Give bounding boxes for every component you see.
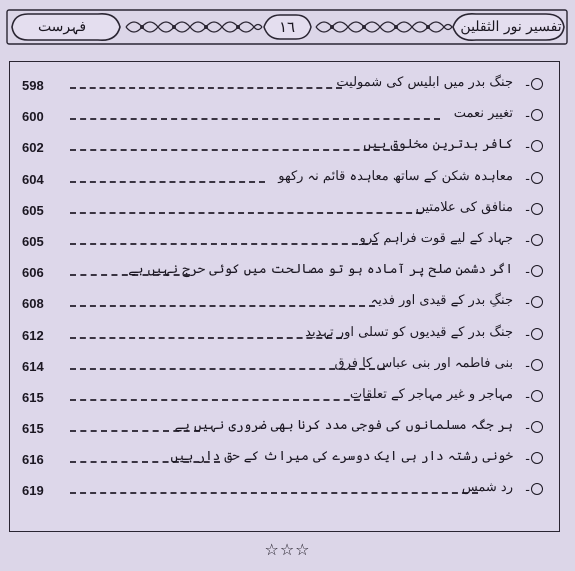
- toc-page-number: 616: [22, 452, 44, 468]
- bullet-circle-icon: -: [525, 172, 543, 187]
- toc-row: [10, 353, 559, 384]
- toc-entry-title: خونی رشتہ دار ہی ایک دوسرے کی میراث کے حق دار ہیں: [170, 449, 513, 465]
- toc-entry-title: تغییر نعمت: [453, 106, 513, 122]
- toc-page-number: 606: [22, 265, 44, 281]
- toc-page-number: 602: [22, 140, 44, 156]
- bullet-circle-icon: -: [525, 296, 543, 311]
- book-title: تفسیر نور الثقلین: [460, 19, 562, 35]
- toc-entry-title: جنگ بدر میں ابلیس کی شمولیت: [336, 75, 513, 90]
- bullet-circle-icon: -: [525, 140, 543, 155]
- dotted-leader: [70, 87, 342, 89]
- dotted-leader: [70, 243, 378, 245]
- bullet-circle-icon: -: [525, 390, 543, 405]
- toc-row: [10, 134, 559, 165]
- toc-row: [10, 228, 559, 259]
- toc-frame: [9, 61, 560, 532]
- toc-row: [10, 259, 559, 290]
- toc-page-number: 604: [22, 171, 44, 187]
- toc-page-number: 598: [22, 78, 44, 93]
- toc-row: [10, 415, 559, 446]
- page-number: ١٦: [278, 18, 296, 36]
- toc-page-number: 605: [22, 233, 44, 249]
- toc-row: [10, 477, 559, 508]
- toc-row: [10, 103, 559, 134]
- bullet-circle-icon: -: [525, 203, 543, 218]
- toc-page-number: 600: [22, 109, 44, 125]
- dotted-leader: [70, 305, 375, 307]
- toc-row: [10, 72, 559, 103]
- dotted-leader: [70, 149, 400, 151]
- page-header: [6, 6, 568, 48]
- toc-row: [10, 166, 559, 197]
- toc-page-number: 619: [22, 483, 44, 499]
- toc-page-number: 615: [22, 389, 44, 405]
- bullet-circle-icon: -: [525, 359, 543, 374]
- toc-entry-title: جنگ بدر کے قیدیوں کو تسلی اور تہدید: [305, 324, 513, 340]
- toc-entry-title: کافر بدترین مخلوق ہیں: [363, 137, 513, 153]
- toc-entry-title: منافق کی علامتیں: [415, 199, 513, 215]
- toc-page-number: 608: [22, 296, 44, 312]
- footer-stars-ornament: ☆☆☆: [264, 540, 311, 559]
- toc-entry-title: جہاد کے لیے قوت فراہم کرو: [359, 230, 513, 246]
- toc-row: [10, 384, 559, 415]
- toc-entry-title: رد شمس: [461, 480, 513, 496]
- dotted-leader: [70, 212, 422, 214]
- bullet-circle-icon: -: [525, 265, 543, 280]
- dotted-leader: [70, 181, 265, 183]
- toc-entry-title: جنگِ بدر کے قیدی اور فدیہ: [370, 293, 513, 309]
- bullet-circle-icon: -: [525, 328, 543, 343]
- toc-page-number: 612: [22, 327, 44, 343]
- section-title: فہرست: [37, 19, 87, 35]
- toc-row: [10, 322, 559, 353]
- bullet-circle-icon: -: [525, 109, 543, 124]
- toc-list: [10, 72, 559, 509]
- toc-row: [10, 290, 559, 321]
- toc-entry-title: ہر جگہ مسلمانوں کی فوجی مدد کرنا بھی ضروری نہیں ہے: [174, 418, 513, 434]
- dotted-leader: [70, 337, 342, 339]
- dotted-leader: [70, 492, 478, 494]
- toc-page-number: 614: [22, 358, 44, 374]
- bullet-circle-icon: -: [525, 234, 543, 249]
- toc-page-number: 615: [22, 421, 44, 437]
- bullet-circle-icon: -: [525, 78, 543, 93]
- toc-row: [10, 446, 559, 477]
- toc-entry-title: بنی فاطمہ اور بنی عباس کا فرق: [334, 355, 513, 371]
- bullet-circle-icon: -: [525, 483, 543, 498]
- bullet-circle-icon: -: [525, 452, 543, 467]
- toc-entry-title: مہاجر و غیر مہاجر کے تعلقات: [349, 386, 513, 402]
- dotted-leader: [70, 399, 370, 401]
- toc-entry-title: معاہدہ شکن کے ساتھ معاہدہ قائم نہ رکھو: [278, 168, 513, 184]
- toc-page-number: 605: [22, 202, 44, 218]
- bullet-circle-icon: -: [525, 421, 543, 436]
- dotted-leader: [70, 118, 440, 120]
- toc-entry-title: اگر دشمن صلح پر آمادہ ہو تو مصالحت میں کوئی حرج نہیں ہے: [128, 262, 513, 278]
- toc-row: [10, 197, 559, 228]
